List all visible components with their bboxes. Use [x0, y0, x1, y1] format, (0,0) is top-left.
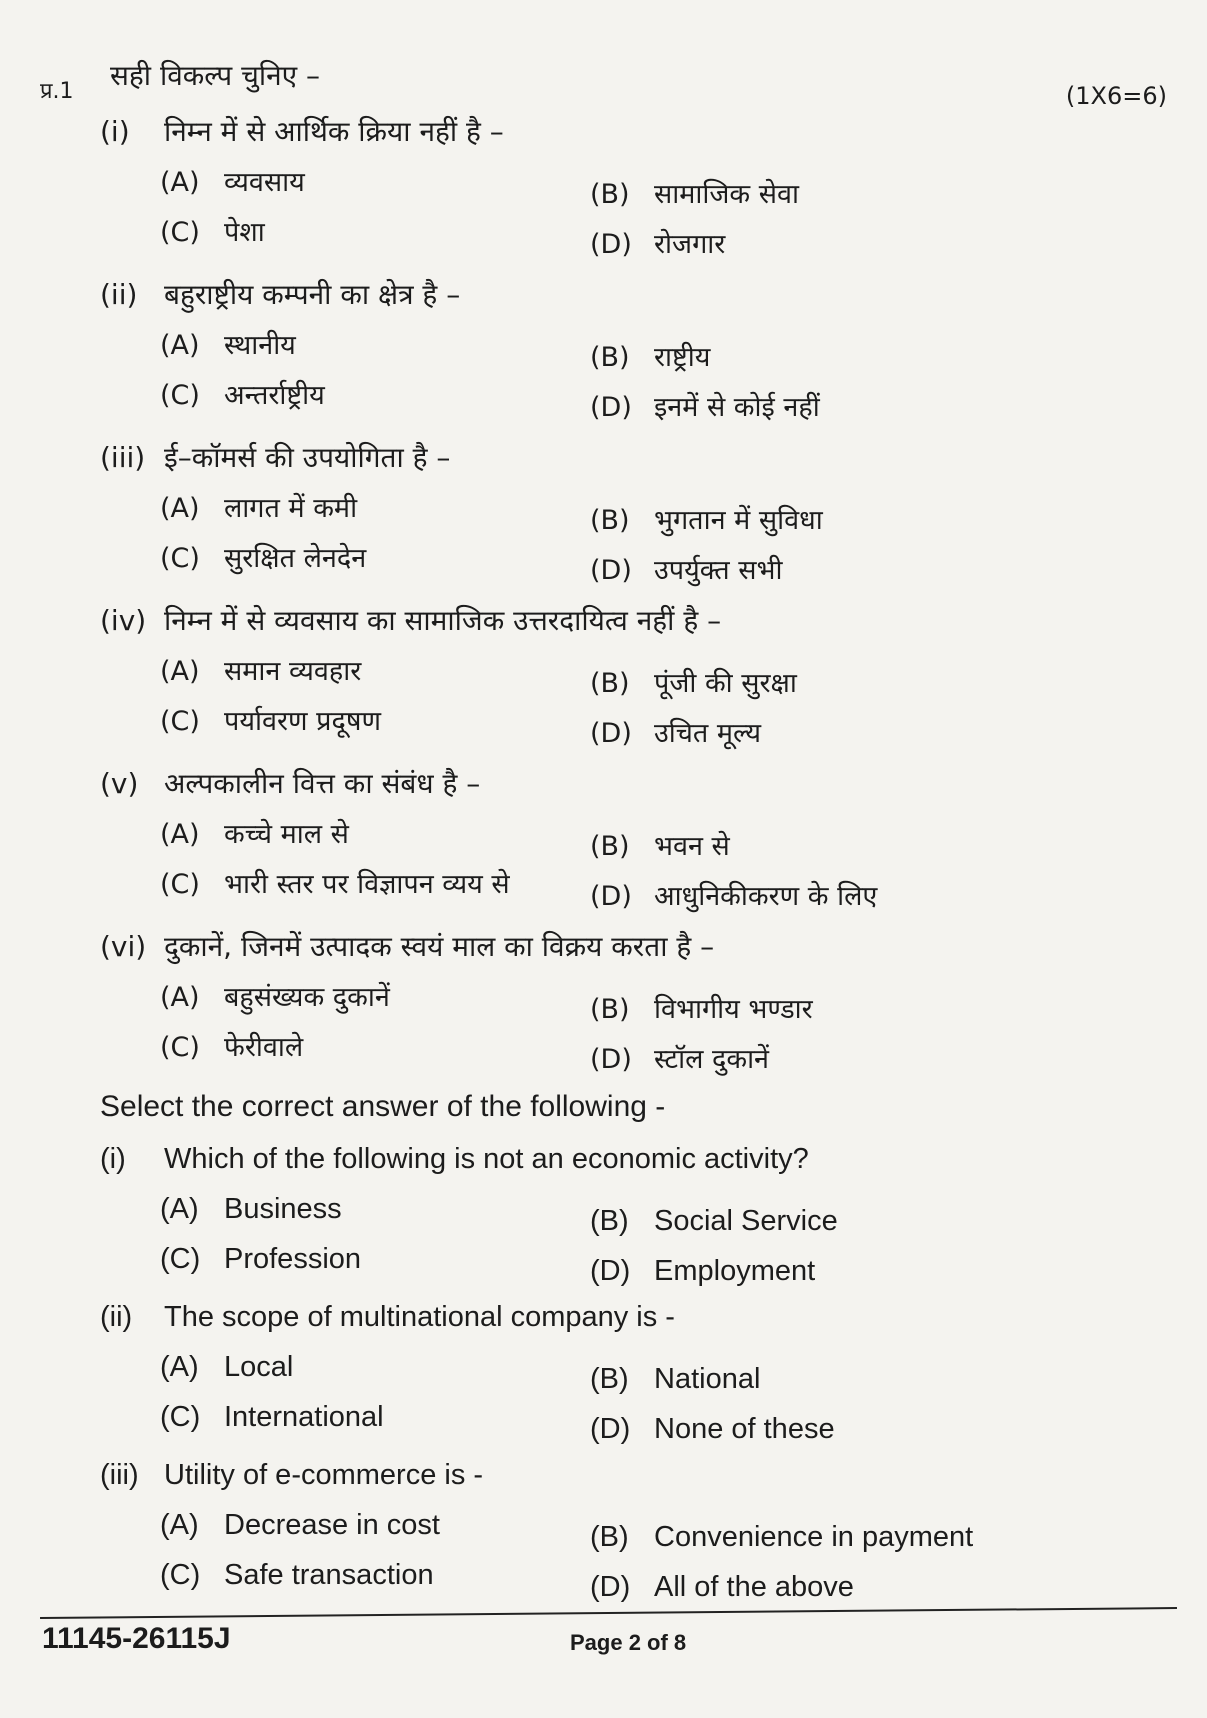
option-hindi-4-a — [160, 651, 361, 688]
question-hindi-3 — [100, 438, 450, 476]
question-text: ई–कॉमर्स की उपयोगिता है – — [164, 441, 451, 474]
question-number: (iii) — [100, 1459, 139, 1491]
option-hindi-2-c — [160, 375, 325, 412]
option-letter: (D) — [590, 555, 632, 586]
option-text: फेरीवाले — [224, 1032, 304, 1063]
option-text: कच्चे माल से — [224, 819, 349, 850]
option-letter: (B) — [590, 668, 630, 699]
option-english-1-a — [160, 1193, 342, 1226]
option-text: इनमें से कोई नहीं — [654, 392, 820, 423]
option-hindi-1-b — [590, 174, 799, 211]
option-text: National — [654, 1363, 761, 1395]
section-title-english: Select the correct answer of the following - — [100, 1090, 666, 1123]
option-hindi-2-b — [590, 337, 710, 374]
question-number: (ii) — [100, 278, 138, 311]
option-text: लागत में कमी — [224, 493, 358, 524]
question-text: निम्न में से आर्थिक क्रिया नहीं है – — [164, 115, 504, 148]
option-letter: (A) — [160, 1193, 199, 1225]
option-letter: (C) — [160, 543, 200, 574]
option-text: Profession — [224, 1243, 362, 1275]
question-text: निम्न में से व्यवसाय का सामाजिक उत्तरदायित्व नहीं है – — [164, 604, 722, 637]
option-letter: (D) — [590, 881, 632, 912]
question-hindi-5 — [100, 764, 480, 802]
question-number: (i) — [100, 1143, 126, 1175]
option-letter: (D) — [590, 718, 632, 749]
question-number: (v) — [100, 767, 139, 800]
option-text: सुरक्षित लेनदेन — [224, 543, 367, 574]
option-letter: (C) — [160, 869, 200, 900]
question-hindi-2 — [100, 275, 460, 313]
option-text: उपर्युक्त सभी — [654, 555, 783, 586]
option-letter: (B) — [590, 505, 630, 536]
option-letter: (A) — [160, 1351, 199, 1383]
option-hindi-6-b — [590, 989, 813, 1026]
option-text: रोजगार — [654, 229, 726, 260]
question-english-1 — [100, 1143, 809, 1176]
option-letter: (A) — [160, 1509, 199, 1541]
option-text: पूंजी की सुरक्षा — [654, 668, 797, 699]
option-english-2-b — [590, 1363, 760, 1396]
option-text: Social Service — [654, 1205, 838, 1237]
option-english-2-d — [590, 1413, 835, 1446]
option-letter: (C) — [160, 217, 200, 248]
section-title-hindi: सही विकल्प चुनिए – — [110, 59, 321, 92]
option-letter: (B) — [590, 1521, 629, 1553]
option-letter: (C) — [160, 380, 200, 411]
option-text: All of the above — [654, 1571, 854, 1603]
option-text: स्टॉल दुकानें — [654, 1044, 770, 1075]
option-text: उचित मूल्य — [654, 718, 762, 749]
option-hindi-2-d — [590, 387, 820, 424]
option-text: भुगतान में सुविधा — [654, 505, 823, 536]
question-number: (ii) — [100, 1301, 133, 1333]
option-text: अन्तर्राष्ट्रीय — [224, 380, 325, 411]
question-english-2 — [100, 1301, 675, 1334]
option-letter: (C) — [160, 1401, 201, 1433]
option-letter: (A) — [160, 982, 200, 1013]
option-hindi-4-c — [160, 701, 381, 738]
option-hindi-6-c — [160, 1027, 303, 1064]
option-hindi-3-a — [160, 488, 357, 525]
option-text: Business — [224, 1193, 342, 1225]
option-english-1-d — [590, 1255, 815, 1288]
option-letter: (B) — [590, 1363, 629, 1395]
option-hindi-5-a — [160, 814, 349, 851]
footer-divider — [40, 1607, 1177, 1619]
option-letter: (D) — [590, 1571, 631, 1603]
option-hindi-1-c — [160, 212, 265, 249]
marks-label: (1X6=6) — [1065, 82, 1167, 110]
question-text: बहुराष्ट्रीय कम्पनी का क्षेत्र है – — [164, 278, 461, 311]
option-text: Employment — [654, 1255, 816, 1287]
option-text: राष्ट्रीय — [654, 342, 711, 373]
option-letter: (A) — [160, 493, 200, 524]
option-hindi-4-b — [590, 663, 797, 700]
option-text: International — [224, 1401, 384, 1433]
option-text: पर्यावरण प्रदूषण — [224, 706, 381, 737]
page-number: Page 2 of 8 — [570, 1630, 687, 1655]
option-letter: (A) — [160, 167, 200, 198]
option-hindi-5-b — [590, 826, 730, 863]
option-hindi-6-d — [590, 1039, 769, 1076]
question-number: (iv) — [100, 604, 147, 637]
question-number: (iii) — [100, 441, 146, 474]
option-text: आधुनिकीकरण के लिए — [654, 881, 878, 912]
option-hindi-1-d — [590, 224, 725, 261]
option-hindi-4-d — [590, 713, 761, 750]
question-number: (vi) — [100, 930, 147, 963]
question-text: Which of the following is not an economic activity? — [164, 1143, 809, 1175]
option-text: Local — [224, 1351, 294, 1383]
option-letter: (A) — [160, 656, 200, 687]
option-text: सामाजिक सेवा — [654, 179, 799, 210]
option-letter: (C) — [160, 1559, 201, 1591]
option-hindi-5-d — [590, 876, 877, 913]
option-hindi-2-a — [160, 325, 296, 362]
option-text: विभागीय भण्डार — [654, 994, 813, 1025]
option-letter: (B) — [590, 994, 630, 1025]
question-hindi-6 — [100, 927, 714, 965]
option-hindi-6-a — [160, 977, 390, 1014]
option-letter: (A) — [160, 330, 200, 361]
option-letter: (D) — [590, 1044, 632, 1075]
option-letter: (B) — [590, 179, 630, 210]
option-letter: (C) — [160, 706, 200, 737]
question-text: Utility of e-commerce is - — [164, 1459, 484, 1491]
option-english-1-b — [590, 1205, 838, 1238]
option-english-3-a — [160, 1509, 440, 1542]
option-text: Convenience in payment — [654, 1521, 974, 1553]
option-hindi-3-c — [160, 538, 366, 575]
question-text: अल्पकालीन वित्त का संबंध है – — [164, 767, 481, 800]
option-text: समान व्यवहार — [224, 656, 362, 687]
option-letter: (C) — [160, 1243, 201, 1275]
option-letter: (D) — [590, 229, 632, 260]
option-text: None of these — [654, 1413, 835, 1445]
option-text: स्थानीय — [224, 330, 296, 361]
question-hindi-4 — [100, 601, 721, 639]
option-text: व्यवसाय — [224, 167, 305, 198]
option-english-3-c — [160, 1559, 434, 1592]
option-text: पेशा — [224, 217, 265, 248]
question-hindi-1 — [100, 112, 504, 150]
option-english-2-c — [160, 1401, 384, 1434]
option-letter: (A) — [160, 819, 200, 850]
option-english-1-c — [160, 1243, 361, 1276]
question-text: दुकानें, जिनमें उत्पादक स्वयं माल का विक्रय करता है – — [164, 930, 715, 963]
option-text: बहुसंख्यक दुकानें — [224, 982, 390, 1013]
option-text: Decrease in cost — [224, 1509, 440, 1541]
option-english-3-d — [590, 1571, 854, 1604]
question-english-3 — [100, 1459, 483, 1492]
question-number: (i) — [100, 115, 130, 148]
option-letter: (B) — [590, 342, 630, 373]
option-text: भारी स्तर पर विज्ञापन व्यय से — [224, 869, 510, 900]
question-number: प्र.1 — [40, 79, 74, 104]
option-hindi-3-b — [590, 500, 823, 537]
option-letter: (D) — [590, 1413, 631, 1445]
option-english-2-a — [160, 1351, 293, 1384]
option-hindi-5-c — [160, 864, 510, 901]
option-letter: (D) — [590, 392, 632, 423]
option-letter: (C) — [160, 1032, 200, 1063]
option-letter: (B) — [590, 831, 630, 862]
option-text: भवन से — [654, 831, 730, 862]
option-hindi-3-d — [590, 550, 782, 587]
option-hindi-1-a — [160, 162, 305, 199]
question-text: The scope of multinational company is - — [164, 1301, 675, 1333]
option-letter: (D) — [590, 1255, 631, 1287]
paper-code: 11145-26115J — [42, 1622, 231, 1655]
option-english-3-b — [590, 1521, 973, 1554]
option-text: Safe transaction — [224, 1559, 434, 1591]
option-letter: (B) — [590, 1205, 629, 1237]
